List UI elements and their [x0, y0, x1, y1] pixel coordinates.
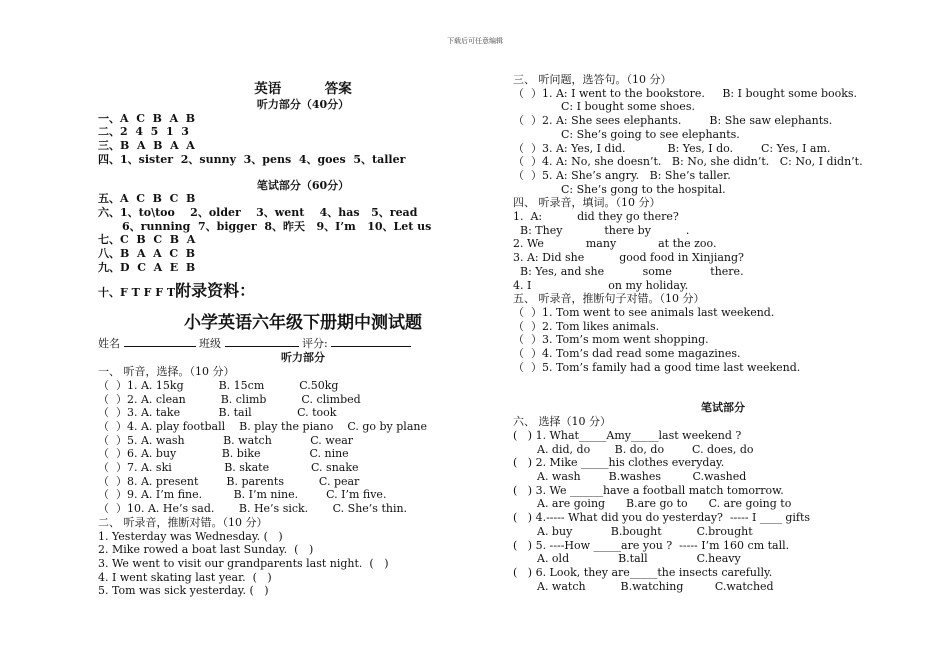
answer-line: 九、D C A E B [98, 260, 196, 274]
listening-heading: 听力部分（40分） [256, 98, 350, 111]
section-heading: 五、 听录音，推断句子对错。（10 分） [513, 292, 705, 306]
question-item: ( ) 3. We ______have a football match tomorrow. [513, 483, 784, 497]
answer-ten: 十、F T F F T [98, 286, 176, 300]
answer-line: 三、B A B A A [98, 139, 195, 153]
question-item: ( ) 1. What_____Amy_____last weekend ? [513, 428, 742, 442]
question-item: 2. Mike rowed a boat last Sunday. ( ) [98, 543, 314, 557]
question-item: （ ）3. A. take B. tail C. took [98, 406, 337, 420]
section-heading: 二、 听录音，推断对错。（10 分） [98, 515, 268, 529]
fill-item: B: They there by . [513, 223, 690, 237]
written-heading: 笔试部分（60分） [256, 178, 350, 192]
right-column [513, 73, 933, 593]
question-item: （ ）2. A. clean B. climb C. climbed [98, 392, 361, 406]
question-item: （ ）2. A: She sees elephants. B: She saw elephants. [513, 114, 833, 128]
class-blank [225, 336, 299, 347]
appendix-line [98, 280, 508, 304]
fill-item: 2. We many at the zoo. [513, 237, 717, 251]
section-heading: 一、 听音，选择。（10 分） [98, 365, 235, 379]
section-heading: 四、 听录音，填词。（10 分） [513, 196, 661, 210]
question-item: 4. I went skating last year. ( ) [98, 570, 272, 584]
fill-item: 4. I on my holiday. [513, 278, 689, 292]
question-item: ( ) 6. Look, they are_____the insects carefully. [513, 565, 773, 579]
question-item: （ ）1. Tom went to see animals last weekend. [513, 305, 775, 319]
question-item: （ ）5. A. wash B. watch C. wear [98, 433, 354, 447]
class-label: 班级 [199, 337, 221, 351]
question-item: （ ）6. A. buy B. bike C. nine [98, 447, 349, 461]
question-item: （ ）8. A. present B. parents C. pear [98, 474, 360, 488]
fill-item: 1. A: did they go there? [513, 210, 679, 224]
question-option: A. wash B.washes C.washed [537, 469, 747, 483]
question-item: 5. Tom was sick yesterday. ( ) [98, 584, 269, 598]
question-option: A. watch B.watching C.watched [537, 579, 774, 593]
written-part-heading: 笔试部分 [701, 401, 745, 415]
question-option: C: She’s gong to the hospital. [561, 182, 726, 196]
question-item: （ ）4. Tom’s dad read some magazines. [513, 347, 741, 361]
score-blank [331, 336, 411, 347]
question-option: A. buy B.bought C.brought [537, 524, 753, 538]
exam-title: 小学英语六年级下册期中测试题 [184, 313, 422, 334]
name-label: 姓名 [98, 337, 120, 351]
name-class-score-line [98, 336, 508, 351]
question-item: （ ）3. A: Yes, I did. B: Yes, I do. C: Yes, I am. [513, 141, 831, 155]
score-label: 评分: [302, 337, 328, 351]
answer-line: 七、C B C B A [98, 233, 196, 247]
question-item: （ ）4. A. play football B. play the piano C. go by plane [98, 419, 427, 433]
section-heading: 三、 听问题，选答句。（10 分） [513, 73, 672, 86]
question-option: A. old B.tall C.heavy [537, 552, 741, 566]
question-item: （ ）5. A: She’s angry. B: She’s taller. [513, 168, 731, 182]
question-option: C: She’s going to see elephants. [561, 127, 740, 141]
answer-line: 五、A C B C B [98, 192, 196, 206]
question-item: （ ）7. A. ski B. skate C. snake [98, 461, 359, 475]
question-item: （ ）1. A: I went to the bookstore. B: I bought some books. [513, 86, 858, 100]
answer-line: 四、1、sister 2、sunny 3、pens 4、goes 5、taller [98, 152, 406, 166]
question-item: ( ) 5. ----How _____are you ? ----- I’m 160 cm tall. [513, 538, 790, 552]
name-blank [124, 336, 196, 347]
question-item: 3. We went to visit our grandparents last night. ( ) [98, 556, 389, 570]
fill-item: 3. A: Did she good food in Xinjiang? [513, 251, 744, 265]
appendix-label: 附录资料： [175, 281, 256, 301]
question-item: （ ）10. A. He’s sad. B. He’s sick. C. She’s thin. [98, 502, 408, 516]
question-item: ( ) 2. Mike _____his clothes everyday. [513, 456, 725, 470]
answer-title [98, 80, 508, 98]
question-item: （ ）2. Tom likes animals. [513, 319, 660, 333]
question-item: ( ) 4.----- What did you do yesterday? ----- I ____ gifts [513, 511, 811, 525]
section-heading: 六、 选择（10 分） [513, 415, 611, 429]
answer-line: 一、A C B A B [98, 111, 196, 125]
answer-title-answers: 答案 [324, 81, 352, 97]
question-item: （ ）3. Tom’s mom went shopping. [513, 333, 709, 347]
header-note: 下载后可任意编辑 [447, 37, 503, 45]
question-option: A. are going B.are go to C. are going to [537, 497, 792, 511]
question-item: （ ）1. A. 15kg B. 15cm C.50kg [98, 378, 339, 392]
question-option: C: I bought some shoes. [561, 100, 695, 114]
question-option: A. did, do B. do, do C. does, do [537, 442, 754, 456]
left-column [98, 80, 508, 598]
question-item: （ ）4. A: No, she doesn’t. B: No, she didn’t. C: No, I didn’t. [513, 155, 863, 169]
answer-line: 二、2 4 5 1 3 [98, 125, 189, 139]
fill-item: B: Yes, and she some there. [513, 264, 744, 278]
question-item: 1. Yesterday was Wednesday. ( ) [98, 529, 283, 543]
answer-line: 八、B A A C B [98, 247, 196, 261]
question-item: （ ）9. A. I’m fine. B. I’m nine. C. I’m five. [98, 488, 387, 502]
question-item: （ ）5. Tom’s family had a good time last weekend. [513, 360, 801, 374]
answer-title-subject: 英语 [254, 81, 282, 97]
listening-part-heading: 听力部分 [281, 351, 325, 365]
answer-line: 6、running 7、bigger 8、昨天 9、I’m 10、Let us [122, 219, 432, 233]
answer-line: 六、1、to\too 2、older 3、went 4、has 5、read [98, 205, 418, 219]
